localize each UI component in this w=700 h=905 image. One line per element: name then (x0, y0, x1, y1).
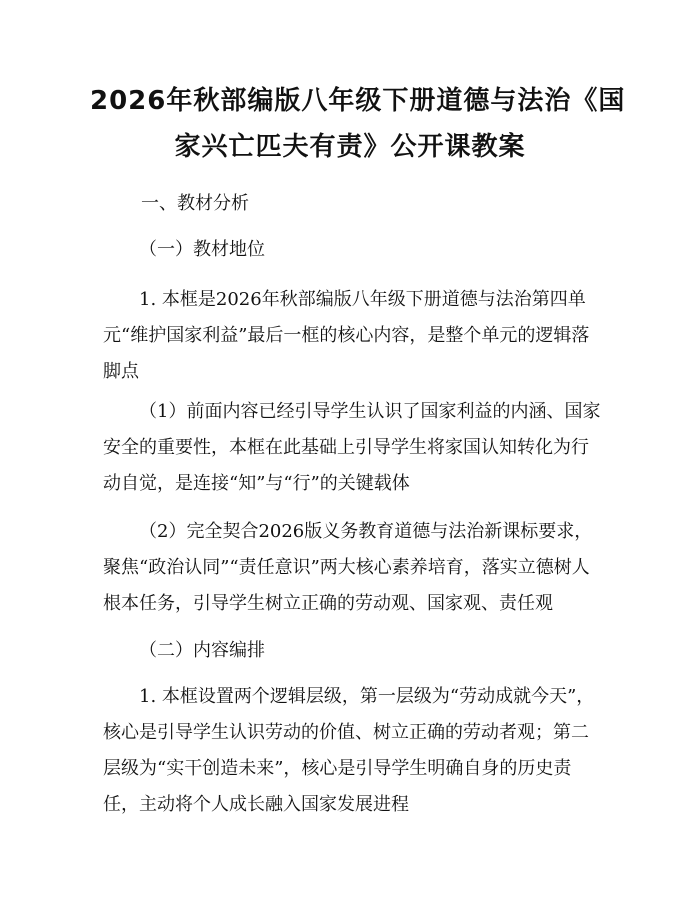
document-title-line-2: 家兴亡匹夫有责》公开课教案 (174, 132, 526, 162)
paragraph-4: 1. 本框设置两个逻辑层级，第一层级为“劳动成就今天”，核心是引导学生认识劳动的价值、树立正确的劳动者观；第二层级为“实干创造未来”，核心是引导学生明确自身的历史责任，主动将个人成长融入国家发展进程 (103, 686, 595, 815)
subsection-heading-material-position: （一）教材地位 (139, 239, 265, 260)
paragraph-3: （2）完全契合2026版义务教育道德与法治新课标要求，聚焦“政治认同”“责任意识”两大核心素养培育，落实立德树人根本任务，引导学生树立正确的劳动观、国家观、责任观 (103, 521, 593, 614)
document-title-line-1: 2026年秋部编版八年级下册道德与法治《国 (90, 86, 626, 116)
paragraph-2: （1）前面内容已经引导学生认识了国家利益的内涵、国家安全的重要性，本框在此基础上引导学生将家国认知转化为行动自觉，是连接“知”与“行”的关键载体 (103, 401, 601, 494)
section-heading-teaching-material-analysis: 一、教材分析 (141, 193, 249, 214)
subsection-heading-content-arrangement: （二）内容编排 (139, 640, 265, 661)
paragraph-1: 1. 本框是2026年秋部编版八年级下册道德与法治第四单元“维护国家利益”最后一框的核心内容，是整个单元的逻辑落脚点 (103, 289, 590, 382)
